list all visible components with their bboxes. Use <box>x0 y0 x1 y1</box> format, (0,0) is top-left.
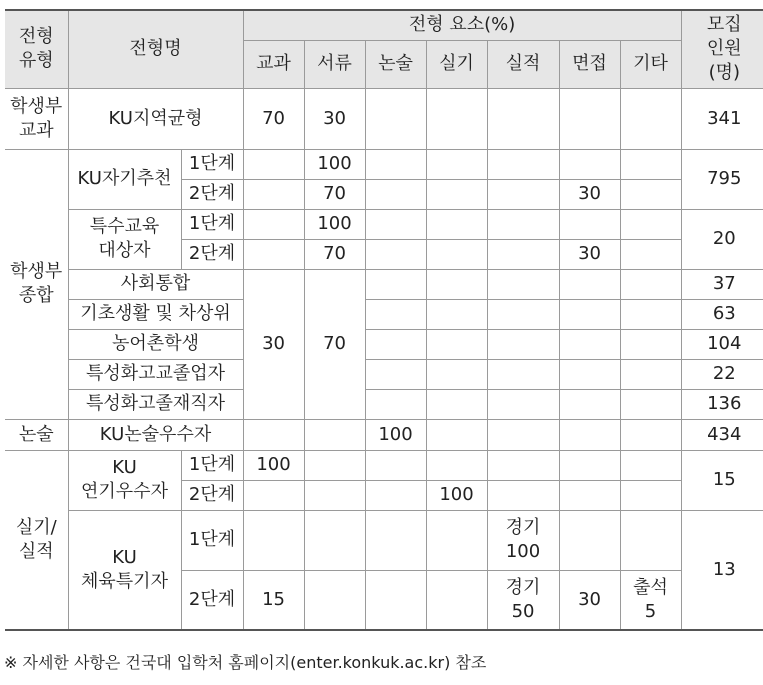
empty-cell <box>365 450 426 480</box>
value-cell: 30 <box>559 570 620 630</box>
empty-cell <box>487 389 559 419</box>
footnote: ※ 자세한 사항은 건국대 입학처 홈페이지(enter.konkuk.ac.kr) 참조 <box>4 653 487 672</box>
empty-cell <box>620 269 681 299</box>
name-specialized-employed: 특성화고졸재직자 <box>68 389 243 419</box>
empty-cell <box>426 299 487 329</box>
name-ku-acting-line1: KU <box>112 457 137 478</box>
stage-label: 2단계 <box>181 480 243 510</box>
stage-label: 1단계 <box>181 510 243 570</box>
name-ku-jiyeok: KU지역균형 <box>68 88 243 149</box>
empty-cell <box>365 480 426 510</box>
empty-cell <box>365 179 426 209</box>
empty-cell <box>620 209 681 239</box>
empty-cell <box>365 389 426 419</box>
empty-cell <box>620 329 681 359</box>
name-ku-acting-line2: 연기우수자 <box>81 481 168 502</box>
empty-cell <box>365 510 426 570</box>
empty-cell <box>426 149 487 179</box>
name-special-ed-line1: 특수교육 <box>89 216 160 237</box>
empty-cell <box>559 209 620 239</box>
quota-cell: 136 <box>681 389 763 419</box>
name-ku-athlete <box>68 510 181 630</box>
name-rural: 농어촌학생 <box>68 329 243 359</box>
quota-cell: 63 <box>681 299 763 329</box>
empty-cell <box>487 239 559 269</box>
value-line: 100 <box>505 541 541 562</box>
empty-cell <box>365 269 426 299</box>
value-cell <box>487 570 559 630</box>
value-cell: 70 <box>304 239 365 269</box>
empty-cell <box>426 419 487 450</box>
empty-cell <box>243 419 304 450</box>
empty-cell <box>487 359 559 389</box>
header-elements-title: 전형 요소(%) <box>243 10 681 40</box>
name-ku-nonsul: KU논술우수자 <box>68 419 243 450</box>
empty-cell <box>487 269 559 299</box>
empty-cell <box>426 450 487 480</box>
empty-cell <box>487 450 559 480</box>
type-jonghap-line1: 학생부 <box>10 261 63 282</box>
value-cell-merged: 30 <box>243 269 304 419</box>
empty-cell <box>487 480 559 510</box>
empty-cell <box>304 450 365 480</box>
empty-cell <box>559 88 620 149</box>
header-element-silgi: 실기 <box>426 40 487 88</box>
admission-table-wrapper <box>5 9 763 631</box>
empty-cell <box>559 269 620 299</box>
quota-cell: 795 <box>681 149 763 209</box>
name-ku-jagi: KU자기추천 <box>68 149 181 209</box>
header-element-nonsul: 논술 <box>365 40 426 88</box>
empty-cell <box>620 239 681 269</box>
value-cell <box>620 570 681 630</box>
empty-cell <box>620 510 681 570</box>
empty-cell <box>487 329 559 359</box>
quota-cell: 434 <box>681 419 763 450</box>
empty-cell <box>620 299 681 329</box>
header-element-seoryu: 서류 <box>304 40 365 88</box>
name-ku-acting <box>68 450 181 510</box>
empty-cell <box>365 239 426 269</box>
empty-cell <box>559 329 620 359</box>
empty-cell <box>620 88 681 149</box>
empty-cell <box>243 480 304 510</box>
name-ku-athlete-line2: 체육특기자 <box>81 570 168 592</box>
empty-cell <box>365 149 426 179</box>
empty-cell <box>426 329 487 359</box>
quota-cell: 13 <box>681 510 763 630</box>
empty-cell <box>620 480 681 510</box>
empty-cell <box>304 480 365 510</box>
value-cell-merged: 70 <box>304 269 365 419</box>
type-gyogwa-line1: 학생부 <box>10 95 63 117</box>
value-cell: 30 <box>304 88 365 149</box>
empty-cell <box>559 149 620 179</box>
empty-cell <box>426 88 487 149</box>
empty-cell <box>304 570 365 630</box>
empty-cell <box>426 359 487 389</box>
value-cell: 100 <box>426 480 487 510</box>
name-special-ed-line2: 대상자 <box>98 240 151 261</box>
name-ku-athlete-line1: KU <box>112 546 137 568</box>
type-cell-gyogwa <box>5 88 68 149</box>
value-cell: 30 <box>559 179 620 209</box>
type-gyogwa-line2: 교과 <box>18 119 54 141</box>
empty-cell <box>487 299 559 329</box>
empty-cell <box>426 570 487 630</box>
stage-label: 1단계 <box>181 450 243 480</box>
empty-cell <box>365 209 426 239</box>
value-line: 출석 <box>633 576 668 598</box>
empty-cell <box>365 329 426 359</box>
empty-cell <box>487 209 559 239</box>
header-quota-line3: (명) <box>708 62 740 84</box>
empty-cell <box>559 450 620 480</box>
header-name: 전형명 <box>68 10 243 88</box>
empty-cell <box>487 419 559 450</box>
empty-cell <box>620 149 681 179</box>
value-cell <box>487 510 559 570</box>
empty-cell <box>559 480 620 510</box>
name-specialized-grad: 특성화고교졸업자 <box>68 359 243 389</box>
empty-cell <box>304 419 365 450</box>
stage-label: 2단계 <box>181 239 243 269</box>
empty-cell <box>559 389 620 419</box>
header-element-interview: 면접 <box>559 40 620 88</box>
value-line: 5 <box>644 600 657 622</box>
empty-cell <box>487 88 559 149</box>
header-type-line2: 유형 <box>18 50 54 72</box>
value-cell: 15 <box>243 570 304 630</box>
value-cell: 30 <box>559 239 620 269</box>
empty-cell <box>243 209 304 239</box>
stage-label: 1단계 <box>181 209 243 239</box>
quota-cell: 341 <box>681 88 763 149</box>
empty-cell <box>426 239 487 269</box>
value-cell: 100 <box>243 450 304 480</box>
empty-cell <box>426 389 487 419</box>
stage-label: 2단계 <box>181 179 243 209</box>
value-cell: 70 <box>304 179 365 209</box>
empty-cell <box>559 419 620 450</box>
admission-table <box>5 9 763 631</box>
type-cell-silgi <box>5 450 68 630</box>
header-quota <box>681 10 763 88</box>
empty-cell <box>620 389 681 419</box>
type-jonghap-line2: 종합 <box>18 285 54 306</box>
empty-cell <box>559 299 620 329</box>
value-line: 50 <box>511 600 535 622</box>
quota-cell: 20 <box>681 209 763 269</box>
value-cell: 70 <box>243 88 304 149</box>
empty-cell <box>365 359 426 389</box>
stage-label: 1단계 <box>181 149 243 179</box>
empty-cell <box>243 510 304 570</box>
empty-cell <box>243 149 304 179</box>
empty-cell <box>559 510 620 570</box>
header-type-line1: 전형 <box>18 26 54 48</box>
type-silgi-line1: 실기/ <box>15 516 57 538</box>
empty-cell <box>304 510 365 570</box>
value-line: 경기 <box>505 576 541 598</box>
empty-cell <box>243 179 304 209</box>
header-element-gyogwa: 교과 <box>243 40 304 88</box>
value-cell: 100 <box>304 149 365 179</box>
header-quota-line2: 인원 <box>706 38 742 60</box>
header-quota-line1: 모집 <box>706 14 742 36</box>
empty-cell <box>365 570 426 630</box>
empty-cell <box>365 299 426 329</box>
empty-cell <box>487 179 559 209</box>
name-special-ed <box>68 209 181 269</box>
empty-cell <box>426 179 487 209</box>
value-line: 경기 <box>505 517 541 538</box>
quota-cell: 22 <box>681 359 763 389</box>
empty-cell <box>426 269 487 299</box>
value-cell: 100 <box>365 419 426 450</box>
empty-cell <box>620 450 681 480</box>
stage-label: 2단계 <box>181 570 243 630</box>
empty-cell <box>487 149 559 179</box>
empty-cell <box>243 239 304 269</box>
type-cell-jonghap <box>5 149 68 419</box>
header-element-siljeok: 실적 <box>487 40 559 88</box>
empty-cell <box>620 419 681 450</box>
type-cell-nonsul: 논술 <box>5 419 68 450</box>
header-element-etc: 기타 <box>620 40 681 88</box>
empty-cell <box>365 88 426 149</box>
quota-cell: 37 <box>681 269 763 299</box>
quota-cell: 104 <box>681 329 763 359</box>
empty-cell <box>426 510 487 570</box>
name-basic-livelihood: 기초생활 및 차상위 <box>68 299 243 329</box>
header-type <box>5 10 68 88</box>
type-silgi-line2: 실적 <box>18 540 54 562</box>
value-cell: 100 <box>304 209 365 239</box>
empty-cell <box>620 179 681 209</box>
empty-cell <box>426 209 487 239</box>
empty-cell <box>620 359 681 389</box>
quota-cell: 15 <box>681 450 763 510</box>
name-social-integration: 사회통합 <box>68 269 243 299</box>
empty-cell <box>559 359 620 389</box>
